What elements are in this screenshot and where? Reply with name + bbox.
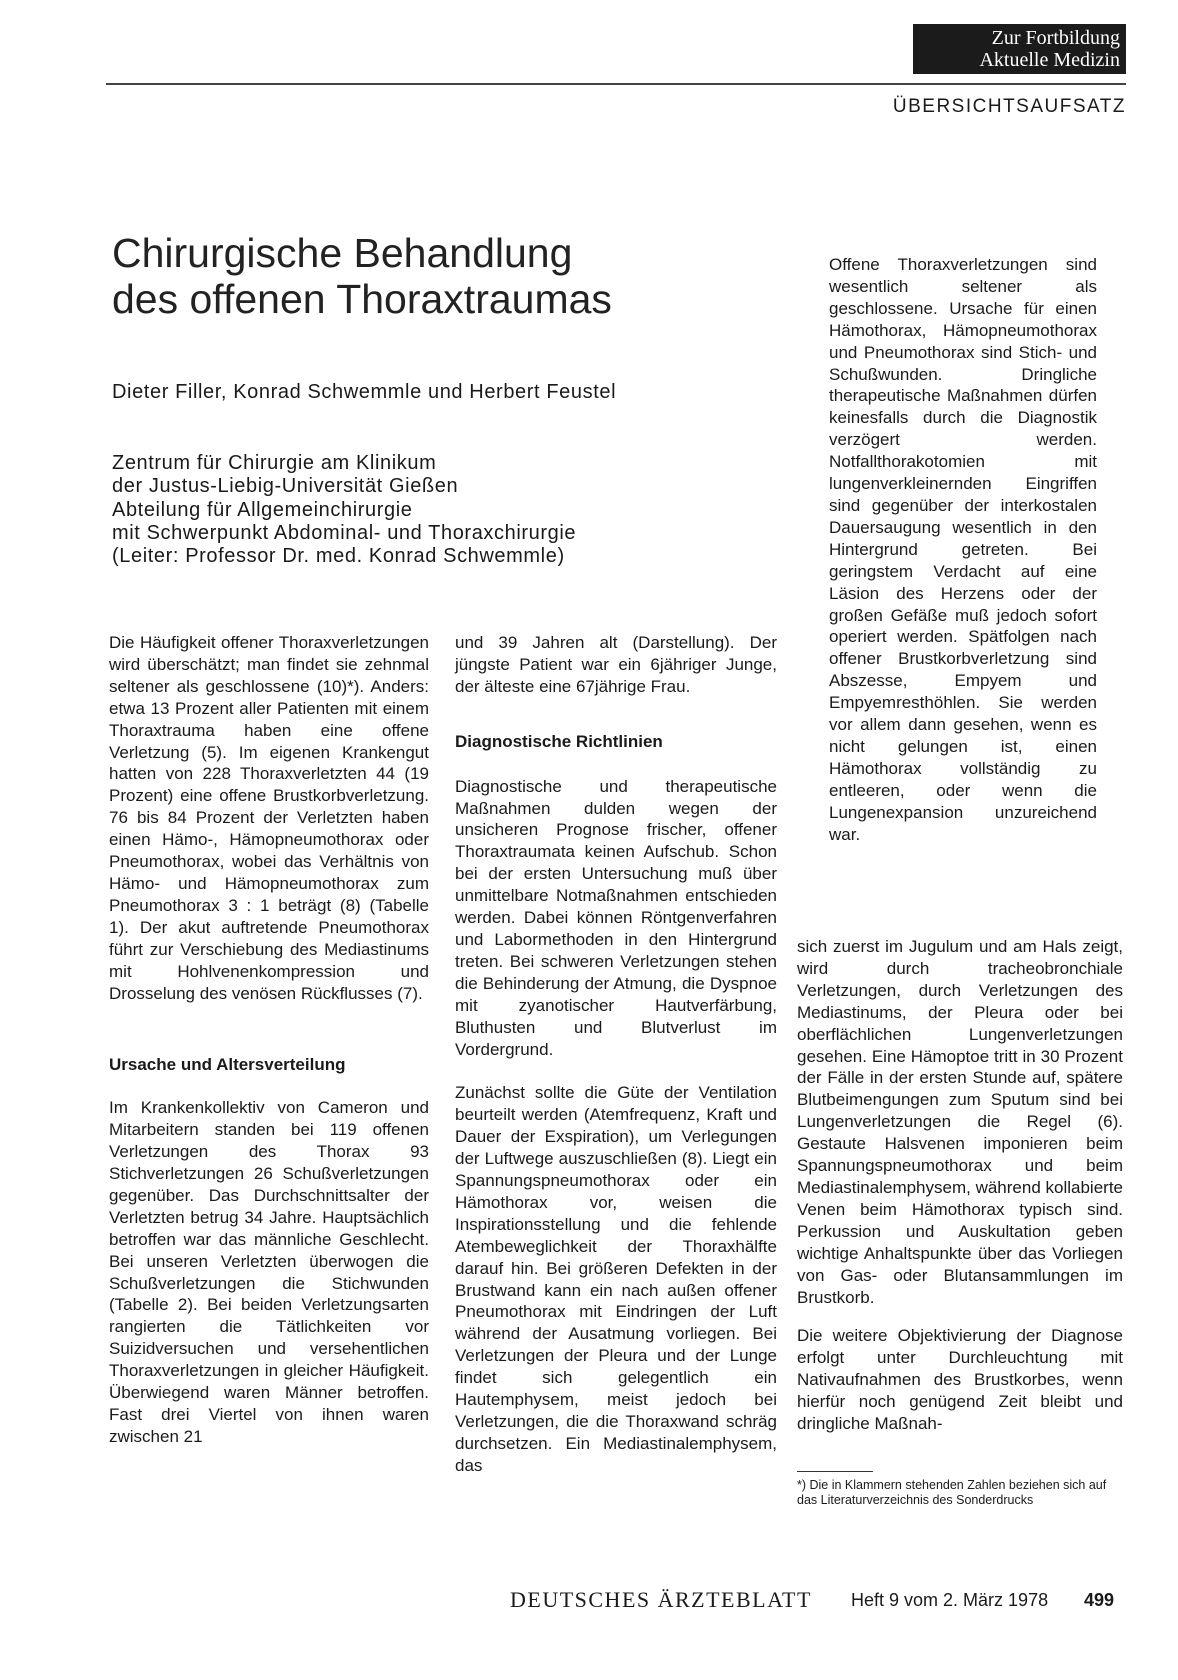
badge-line-2: Aktuelle Medizin	[979, 49, 1120, 71]
title-line-2: des offenen Thoraxtraumas	[112, 276, 612, 322]
paragraph: Zunächst sollte die Güte der Ventilation beurteilt werden (Atemfrequenz, Kraft und Dauer der Exspiration), um Verlegungen der Luftwege auszuschließen (8). Liegt ein Spannungspneumothorax oder ein Hämothorax vor, weisen die Inspirationsstellung und die fehlende Atembeweglichkeit der Thoraxhälfte darauf hin. Bei größeren Defekten in der Brustwand kann ein nach außen offener Pneumothorax mit Eindringen der Luft während der Ausatmung vorliegen. Bei Verletzungen der Pleura und der Lunge findet sich gelegentlich ein Hautemphysem, meist jedoch bei Verletzungen, die die Thoraxwand schräg durchsetzen. Ein Mediastinalemphysem, das	[455, 1083, 777, 1475]
header-rule	[106, 83, 1126, 85]
footnote: *) Die in Klammern stehenden Zahlen beziehen sich auf das Literaturverzeichnis des Sonderdrucks	[797, 1478, 1107, 1507]
issue-info: Heft 9 vom 2. März 1978	[851, 1590, 1049, 1610]
affiliation-line: der Justus-Liebig-Universität Gießen	[112, 475, 459, 498]
affiliation	[112, 452, 576, 568]
paragraph: Diagnostische und therapeutische Maßnahmen dulden wegen der unsicheren Prognose frischer, offener Thoraxtraumata keinen Aufschub. Schon bei der ersten Untersuchung muß über unmittelbare Notmaßnahmen entschieden werden. Dabei können Röntgenverfahren und Labormethoden in den Hintergrund treten. Bei schweren Verletzungen stehen die Behinderung der Atmung, die Dyspnoe mit zyanotischer Hautverfärbung, Bluthusten und Blutverlust im Vordergrund.	[455, 776, 777, 1059]
section-heading: Diagnostische Richtlinien	[455, 731, 663, 751]
badge-line-1: Zur Fortbildung	[991, 27, 1120, 49]
affiliation-line: Zentrum für Chirurgie am Klinikum	[112, 452, 437, 474]
section-heading: Ursache und Altersverteilung	[109, 1055, 346, 1075]
column-3	[797, 936, 1123, 1435]
journal-name: DEUTSCHES ÄRZTEBLATT	[510, 1587, 812, 1612]
column-2	[455, 632, 777, 1477]
footnote-rule	[797, 1471, 873, 1472]
abstract	[829, 254, 1097, 845]
paragraph: Die weitere Objektivierung der Diagnose erfolgt unter Durchleuchtung mit Nativaufnahmen des Brustkorbes, wenn hierfür noch genügend Zeit bleibt und dringliche Maßnah-	[797, 1326, 1123, 1434]
section-badge	[913, 24, 1126, 74]
page-number: 499	[1084, 1590, 1115, 1610]
article-title	[112, 230, 612, 322]
authors: Dieter Filler, Konrad Schwemmle und Herbert Feustel	[112, 381, 617, 403]
paragraph: sich zuerst im Jugulum und am Hals zeigt, wird durch tracheobronchiale Verletzungen, durch Verletzungen des Mediastinums, der Pleura oder bei oberflächlichen Lungenverletzungen gesehen. Eine Hämoptoe tritt in 30 Prozent der Fälle in der ersten Stunde auf, spätere Blutbeimengungen zum Sputum sind bei Lungenverletzungen die Regel (6). Gestaute Halsvenen imponieren beim Spannungspneumothorax und beim Mediastinalemphysem, während kollabierte Venen beim Hämothorax typisch sind. Perkussion und Auskultation geben wichtige Anhaltspunkte über das Vorliegen von Gas- oder Blutansammlungen im Brustkorb.	[797, 937, 1123, 1307]
affiliation-line: Abteilung für Allgemeinchirurgie	[112, 498, 413, 521]
column-1	[109, 632, 429, 1448]
abstract-text: Offene Thoraxverletzungen sind wesentlich seltener als geschlossene. Ursache für einen Hämothorax, Hämopneumothorax und Pneumothorax sind Stich- und Schußwunden. Dringliche therapeutische Maßnahmen dürfen keinesfalls durch die Diagnostik verzögert werden. Notfallthorakotomien mit lungenverkleinernden Eingriffen sind gegenüber der interkostalen Dauersaugung wesentlich in den Hintergrund getreten. Bei geringstem Verdacht auf eine Läsion des Herzens oder der großen Gefäße muß jedoch sofort operiert werden. Spätfolgen nach offener Brustkorbverletzung sind Abszesse, Empyem und Empyemresthöhlen. Sie werden vor allem dann gesehen, wenn es nicht gelungen ist, einen Hämothorax vollständig zu entleeren, oder wenn die Lungenexpansion unzureichend war.	[829, 255, 1097, 844]
affiliation-line: (Leiter: Professor Dr. med. Konrad Schwemmle)	[112, 545, 565, 568]
title-line-1: Chirurgische Behandlung	[112, 230, 573, 276]
paragraph: Die Häufigkeit offener Thoraxverletzungen wird überschätzt; man findet sie zehnmal seltener als geschlossene (10)*). Anders: etwa 13 Prozent aller Patienten mit einem Thoraxtrauma haben eine offene Verletzung (5). Im eigenen Krankengut hatten von 228 Thoraxverletzten 44 (19 Prozent) eine offene Brustkorbverletzung. 76 bis 84 Prozent der Verletzten haben einen Hämo-, Hämopneumothorax oder Pneumothorax, wobei das Verhältnis von Hämo- und Hämopneumothorax zum Pneumothorax 3 : 1 beträgt (8) (Tabelle 1). Der akut auftretende Pneumothorax führt zur Verschiebung des Mediastinums mit Hohlvenenkompression und Drosselung des venösen Rückflusses (7).	[109, 633, 429, 1003]
section-label: ÜBERSICHTSAUFSATZ	[892, 96, 1126, 117]
paragraph: und 39 Jahren alt (Darstellung). Der jüngste Patient war ein 6jähriger Junge, der älteste eine 67jährige Frau.	[455, 633, 777, 696]
paragraph: Im Krankenkollektiv von Cameron und Mitarbeitern standen bei 119 offenen Verletzungen des Thorax 93 Stichverletzungen 26 Schußverletzungen gegenüber. Das Durchschnittsalter der Verletzten betrug 34 Jahre. Hauptsächlich betroffen war das männliche Geschlecht. Bei unseren Verletzten überwogen die Schußverletzungen die Stichwunden (Tabelle 2). Bei beiden Verletzungsarten rangierten die Tätlichkeiten vor Suizidversuchen und versehentlichen Thoraxverletzungen in gleicher Häufigkeit. Überwiegend waren Männer betroffen. Fast drei Viertel von ihnen waren zwischen 21	[109, 1098, 429, 1446]
affiliation-line: mit Schwerpunkt Abdominal- und Thoraxchirurgie	[112, 521, 577, 544]
